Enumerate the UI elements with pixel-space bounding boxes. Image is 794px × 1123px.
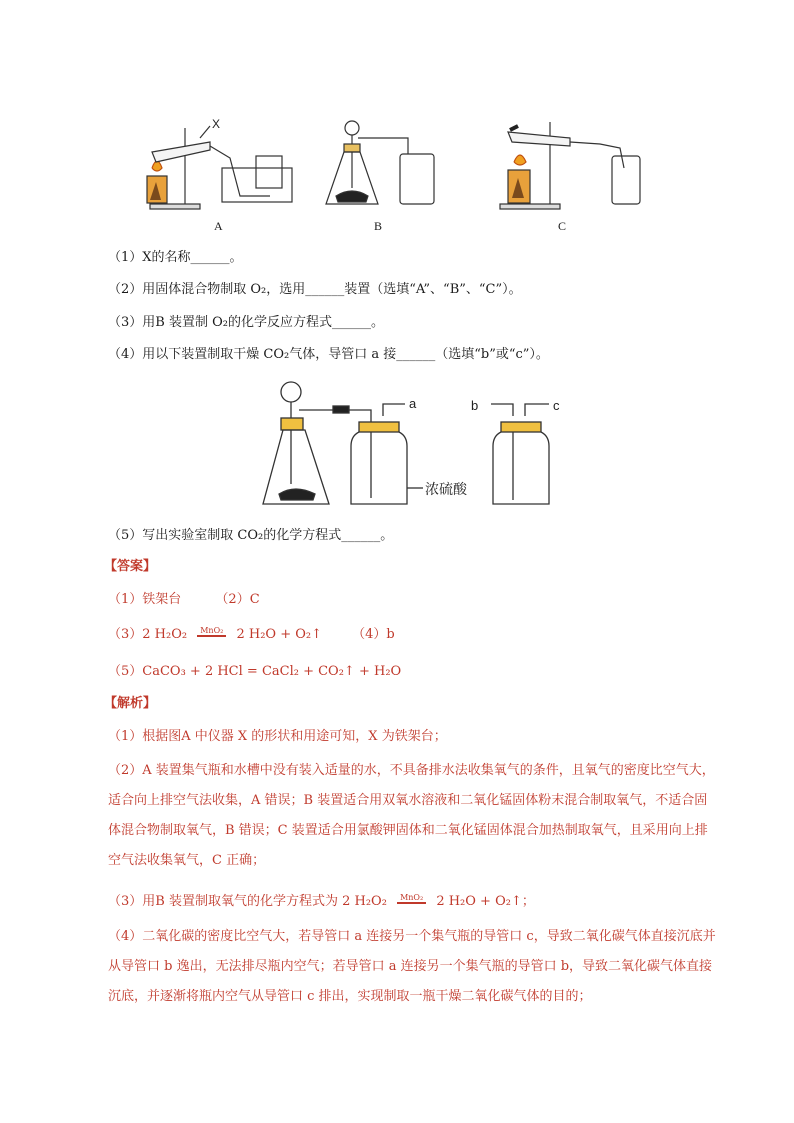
answer-row-1 <box>108 590 260 610</box>
answer-3-suffix: 2 H₂O + O₂↑ <box>236 627 323 642</box>
caption-b: B <box>374 219 383 233</box>
analysis-2: （2）A 装置集气瓶和水槽中没有装入适量的水，不具备排水法收集氧气的条件，且氧气的密度比空气大，适合向上排空气法收集，A 错误；B 装置适合用双氧水溶液和二氧化锰固体粉末混合制取氧气，不适合固体混合物制取氧气，B 错误；C 装置适合用氯酸钾固体和二氧化锰固体混合加热制取氧气，且采用向上排空气法收集氧气，C 正确； <box>108 763 715 868</box>
apparatus-figure-abc <box>130 108 660 220</box>
question-4: （4）用以下装置制取干燥 CO₂气体，导管口 a 接______（选填“b”或“c”）。 <box>108 347 549 362</box>
answer-4: （4）b <box>352 627 395 642</box>
caption-a: A <box>214 219 223 233</box>
label-conc-sulfuric-acid: 浓硫酸 <box>425 481 467 497</box>
question-3: （3）用B 装置制 O₂的化学反应方程式______。 <box>108 315 384 330</box>
label-c: c <box>553 398 560 413</box>
analysis-3-suffix: 2 H₂O + O₂↑； <box>436 894 535 909</box>
question-5: （5）写出实验室制取 CO₂的化学方程式______。 <box>108 528 394 543</box>
answer-2: （2）C <box>215 592 260 607</box>
analysis-3-prefix: （3）用B 装置制取氧气的化学方程式为 2 H₂O₂ <box>108 894 387 909</box>
apparatus-c <box>500 122 640 209</box>
label-x: X <box>212 117 221 131</box>
answer-heading: 【答案】 <box>104 559 157 574</box>
analysis-heading: 【解析】 <box>104 696 157 711</box>
apparatus-a <box>147 126 292 209</box>
apparatus-b <box>326 121 434 204</box>
question-2: （2）用固体混合物制取 O₂，选用______装置（选填“A”、“B”、“C”）。 <box>108 282 522 297</box>
apparatus-figure-dry-co2 <box>255 376 595 516</box>
label-b: b <box>471 398 479 413</box>
label-a: a <box>409 396 417 411</box>
analysis-1: （1）根据图A 中仪器 X 的形状和用途可知，X 为铁架台； <box>108 729 447 744</box>
answer-5: （5）CaCO₃ + 2 HCl = CaCl₂ + CO₂↑ + H₂O <box>108 664 402 679</box>
catalyst-mark-2 <box>397 893 426 910</box>
analysis-3 <box>108 892 535 912</box>
catalyst-label-2: MnO₂ <box>397 893 426 903</box>
answer-1: （1）铁架台 <box>108 592 182 607</box>
question-1: （1）X的名称______。 <box>108 250 243 265</box>
answer-row-3 <box>108 625 395 645</box>
caption-c: C <box>558 219 567 233</box>
answer-3-prefix: （3）2 H₂O₂ <box>108 627 188 642</box>
catalyst-mark <box>197 626 226 643</box>
analysis-4: （4）二氧化碳的密度比空气大，若导管口 a 连接另一个集气瓶的导管口 c，导致二氧化碳气体直接沉底并从导管口 b 逸出，无法排尽瓶内空气；若导管口 a 连接另一个集气瓶的导管口 b，导致二氧化碳气体直接沉底，并逐渐将瓶内空气从导管口 c 排出，实现制取一瓶干燥二氧化碳气体的目的； <box>108 929 716 1004</box>
catalyst-label: MnO₂ <box>197 626 226 636</box>
